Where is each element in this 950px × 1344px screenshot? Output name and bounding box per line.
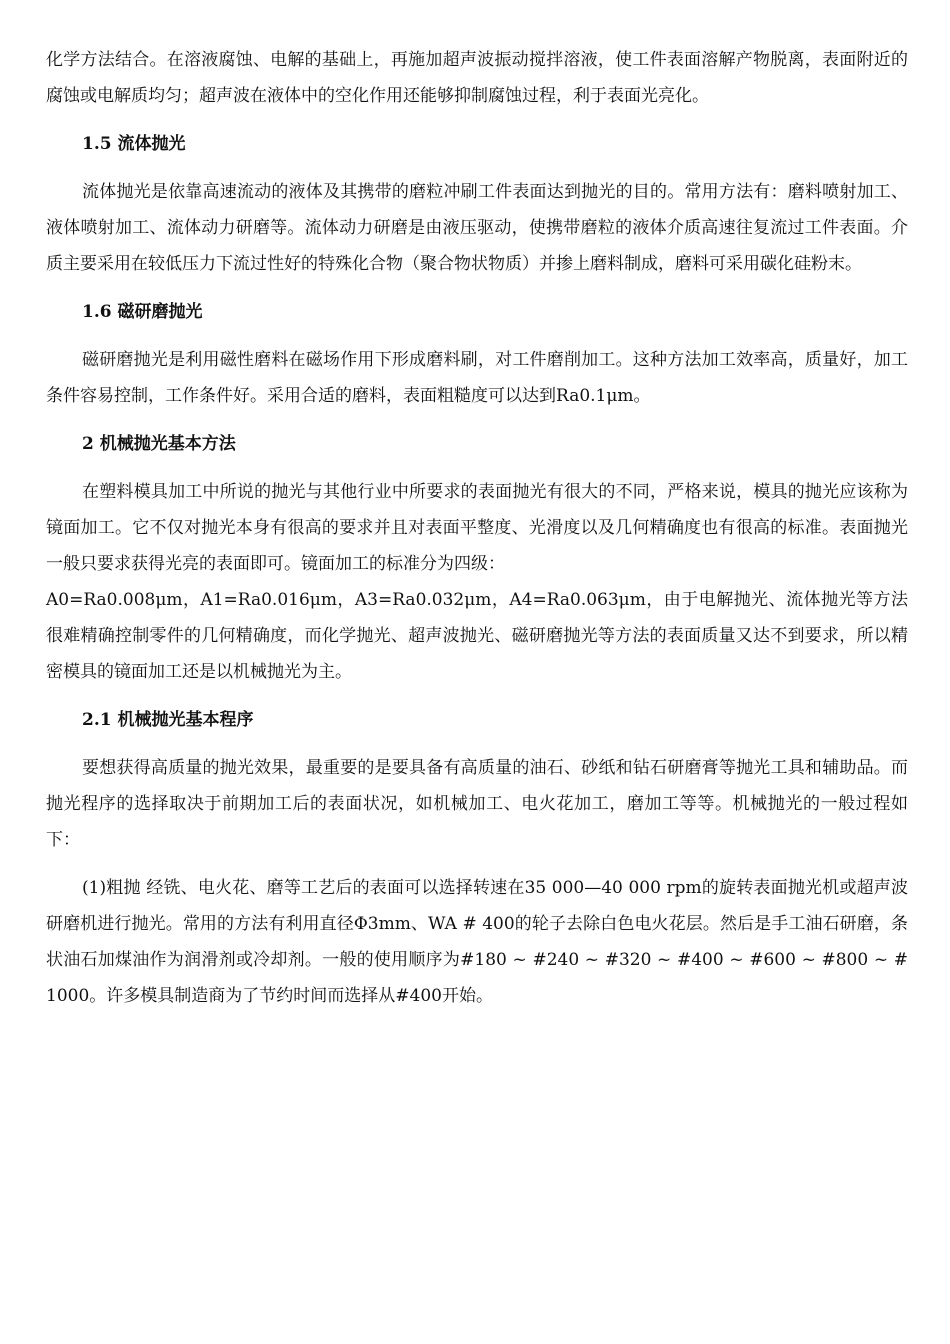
- paragraph-rough-polishing: (1)粗抛 经铣、电火花、磨等工艺后的表面可以选择转速在35 000—40 000 rpm的旋转表面抛光机或超声波研磨机进行抛光。常用的方法有利用直径Φ3mm、WA # 400的轮子去除白色电火花层。然后是手工油石研磨，条状油石加煤油作为润滑剂或冷却剂。一般的使用顺序为#180 ~ #240 ~ #320 ~ #400 ~ #600 ~ #800 ~ #1000。许多模具制造商为了节约时间而选择从#400开始。: [46, 878, 908, 1006]
- paragraph-polishing-tools: 要想获得高质量的抛光效果，最重要的是要具备有高质量的油石、砂纸和钻石研磨膏等抛光工具和辅助品。而抛光程序的选择取决于前期加工后的表面状况，如机械加工、电火花加工，磨加工等等。机械抛光的一般过程如下：: [46, 758, 908, 850]
- paragraph-mirror-grades: A0=Ra0.008μm，A1=Ra0.016μm，A3=Ra0.032μm，A4=Ra0.063μm，由于电解抛光、流体抛光等方法很难精确控制零件的几何精确度，而化学抛光、超声波抛光、磁研磨抛光等方法的表面质量又达不到要求，所以精密模具的镜面加工还是以机械抛光为主。: [46, 590, 908, 682]
- heading-mechanical-polishing-methods: 2 机械抛光基本方法: [82, 434, 236, 454]
- paragraph-ultrasonic-continued: 化学方法结合。在溶液腐蚀、电解的基础上，再施加超声波振动搅拌溶液，使工件表面溶解产物脱离，表面附近的腐蚀或电解质均匀；超声波在液体中的空化作用还能够抑制腐蚀过程，利于表面光亮化。: [46, 50, 908, 106]
- paragraph-mirror-finishing: 在塑料模具加工中所说的抛光与其他行业中所要求的表面抛光有很大的不同，严格来说，模具的抛光应该称为镜面加工。它不仅对抛光本身有很高的要求并且对表面平整度、光滑度以及几何精确度也有很高的标准。表面抛光一般只要求获得光亮的表面即可。镜面加工的标准分为四级：: [46, 482, 908, 574]
- heading-mechanical-polishing-procedure: 2.1 机械抛光基本程序: [82, 710, 254, 730]
- paragraph-magnetic-polishing: 磁研磨抛光是利用磁性磨料在磁场作用下形成磨料刷，对工件磨削加工。这种方法加工效率高，质量好，加工条件容易控制，工作条件好。采用合适的磨料，表面粗糙度可以达到Ra0.1μm。: [46, 350, 908, 406]
- heading-magnetic-polishing: 1.6 磁研磨抛光: [82, 302, 203, 322]
- document-page: [46, 42, 908, 1014]
- heading-fluid-polishing: 1.5 流体抛光: [82, 134, 186, 154]
- paragraph-fluid-polishing: 流体抛光是依靠高速流动的液体及其携带的磨粒冲刷工件表面达到抛光的目的。常用方法有：磨料喷射加工、液体喷射加工、流体动力研磨等。流体动力研磨是由液压驱动，使携带磨粒的液体介质高速往复流过工件表面。介质主要采用在较低压力下流过性好的特殊化合物（聚合物状物质）并掺上磨料制成，磨料可采用碳化硅粉末。: [46, 182, 908, 274]
